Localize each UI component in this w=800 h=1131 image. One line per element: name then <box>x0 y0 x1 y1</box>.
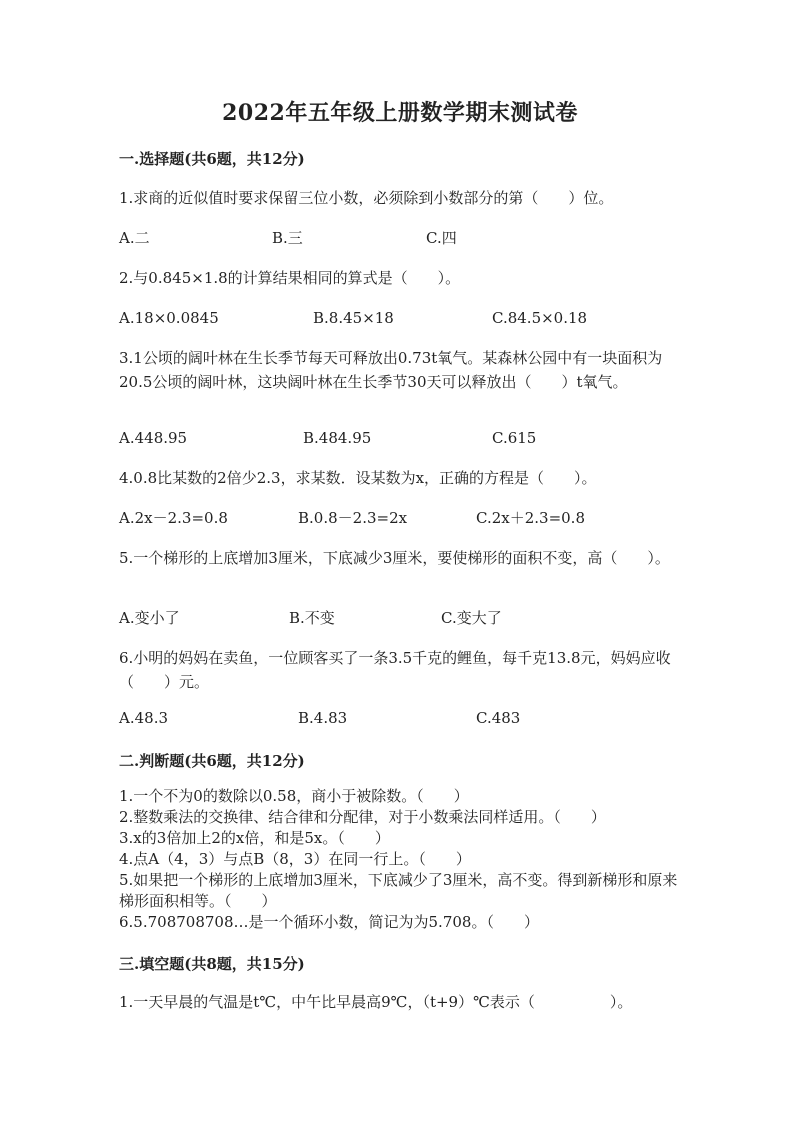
judge-item: 1.一个不为0的数除以0.58，商小于被除数。（ ） <box>119 787 469 805</box>
judge-item: 3.x的3倍加上2的x倍，和是5x。（ ） <box>119 829 390 847</box>
option-c: C.483 <box>476 709 521 727</box>
question-text: 1.求商的近似值时要求保留三位小数，必须除到小数部分的第（ ）位。 <box>119 189 614 207</box>
options-row <box>119 506 679 530</box>
option-b: B.不变 <box>289 609 335 627</box>
options-row <box>119 306 679 330</box>
options-row <box>119 706 679 730</box>
options-row <box>119 226 679 250</box>
option-b: B.4.83 <box>298 709 348 727</box>
option-b: B.三 <box>272 229 303 247</box>
option-c: C.615 <box>492 429 537 447</box>
option-a: A.二 <box>119 229 150 247</box>
judge-item: 2.整数乘法的交换律、结合律和分配律，对于小数乘法同样适用。（ ） <box>119 808 606 826</box>
question-text: 2.与0.845×1.8的计算结果相同的算式是（ ）。 <box>119 269 461 287</box>
judge-item: 6.5.708708708…是一个循环小数，简记为为5.708。（ ） <box>119 913 539 931</box>
option-b: B.0.8－2.3=2x <box>298 509 408 527</box>
judge-item: 5.如果把一个梯形的上底增加3厘米，下底减少了3厘米，高不变。得到新梯形和原来梯形面积相等。（ ） <box>119 871 678 910</box>
option-b: B.484.95 <box>303 429 372 447</box>
option-a: A.2x－2.3=0.8 <box>119 509 228 527</box>
section-heading-judge: 二.判断题(共6题，共12分) <box>119 752 305 770</box>
section-heading-fill: 三.填空题(共8题，共15分) <box>119 955 305 973</box>
option-a: A.448.95 <box>119 429 188 447</box>
option-c: C.2x＋2.3=0.8 <box>476 509 585 527</box>
question-text: 4.0.8比某数的2倍少2.3，求某数．设某数为x，正确的方程是（ ）。 <box>119 469 597 487</box>
option-a: A.48.3 <box>119 709 168 727</box>
options-row <box>119 426 679 450</box>
question-text: 1.一天早晨的气温是t℃，中午比早晨高9℃，（t+9）℃表示（ ）。 <box>119 993 633 1011</box>
question-text: 5.一个梯形的上底增加3厘米，下底减少3厘米，要使梯形的面积不变，高（ ）。 <box>119 549 670 567</box>
question-text: 3.1公顷的阔叶林在生长季节每天可释放出0.73t氧气。某森林公园中有一块面积为20.5公顷的阔叶林，这块阔叶林在生长季节30天可以释放出（ ）t氧气。 <box>119 349 663 391</box>
options-row <box>119 606 679 630</box>
option-c: C.84.5×0.18 <box>492 309 588 327</box>
option-c: C.变大了 <box>441 609 502 627</box>
judge-item: 4.点A（4，3）与点B（8，3）在同一行上。（ ） <box>119 850 471 868</box>
option-a: A.变小了 <box>119 609 180 627</box>
option-c: C.四 <box>426 229 457 247</box>
option-a: A.18×0.0845 <box>119 309 219 327</box>
question-text: 6.小明的妈妈在卖鱼，一位顾客买了一条3.5千克的鲤鱼，每千克13.8元，妈妈应收（ ）元。 <box>119 649 671 691</box>
page-title: 2022年五年级上册数学期末测试卷 <box>222 100 578 126</box>
option-b: B.8.45×18 <box>313 309 394 327</box>
section-heading-choice: 一.选择题(共6题，共12分) <box>119 150 305 168</box>
